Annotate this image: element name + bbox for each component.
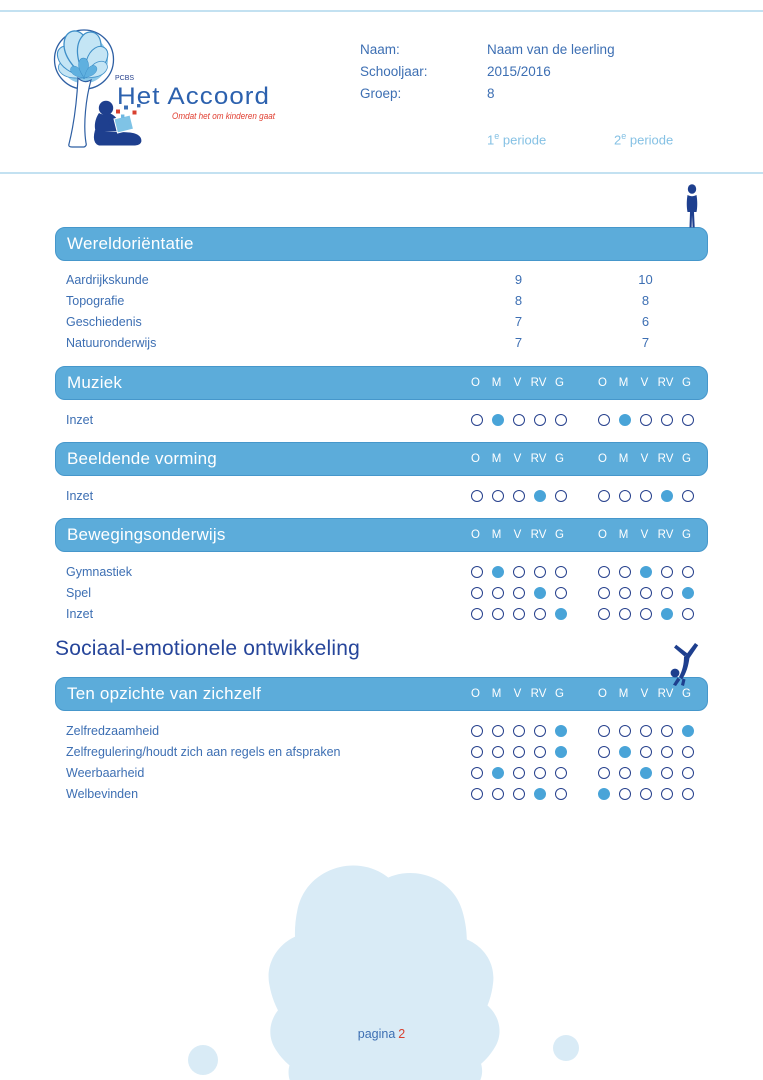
scale-letter: V (513, 688, 522, 700)
school-logo (50, 26, 285, 158)
scale-letter: RV (530, 688, 547, 700)
rating-circle-empty (471, 414, 483, 426)
rating-circle-empty (471, 490, 483, 502)
grade-value-period1: 7 (514, 314, 523, 329)
rating-circles-period2 (593, 414, 698, 426)
rating-circle-empty (619, 608, 631, 620)
rating-circle-empty (619, 587, 631, 599)
scale-letter: RV (657, 453, 674, 465)
rating-circle-empty (682, 414, 694, 426)
grade-section (55, 227, 708, 353)
section-header-bar (55, 677, 708, 711)
social-development-heading: Sociaal-emotionele ontwikkeling (55, 637, 361, 660)
rating-circle-filled (619, 414, 631, 426)
skill-label: Zelfregulering/houdt zich aan regels en afspraken (66, 744, 341, 759)
rating-circle-empty (640, 746, 652, 758)
scale-letter: G (682, 529, 691, 541)
rating-circle-empty (619, 788, 631, 800)
scale-letter: M (491, 688, 502, 700)
rating-rows (55, 400, 708, 430)
rating-circle-empty (682, 788, 694, 800)
rating-circle-filled (534, 788, 546, 800)
scale-letter: RV (657, 529, 674, 541)
section-title: Bewegingsonderwijs (67, 525, 226, 544)
field-label: Schooljaar: (360, 63, 428, 79)
scale-letters-period1 (465, 453, 570, 465)
grade-value-period1: 9 (514, 272, 523, 287)
rating-circle-empty (640, 414, 652, 426)
grade-value-period1: 7 (514, 335, 523, 350)
rating-circle-empty (619, 767, 631, 779)
period-2-label: 2e periode (614, 131, 674, 148)
rating-row (55, 741, 708, 762)
rating-circle-empty (471, 725, 483, 737)
rating-circle-empty (534, 608, 546, 620)
grade-row (55, 311, 708, 332)
scale-letter: G (555, 688, 564, 700)
rating-circles-period2 (593, 788, 698, 800)
rating-circles-period1 (466, 746, 571, 758)
section-title: Ten opzichte van zichzelf (67, 684, 261, 703)
skill-label: Gymnastiek (66, 564, 132, 579)
rating-circle-filled (682, 725, 694, 737)
rating-circle-filled (682, 587, 694, 599)
rating-circle-empty (534, 725, 546, 737)
rating-circle-empty (471, 788, 483, 800)
rating-circle-filled (619, 746, 631, 758)
skill-label: Inzet (66, 488, 94, 503)
rating-circle-empty (661, 746, 673, 758)
rating-circle-empty (598, 767, 610, 779)
rating-circle-empty (619, 490, 631, 502)
rating-circles-period2 (593, 767, 698, 779)
rating-circle-filled (640, 767, 652, 779)
scale-letter: M (618, 377, 629, 389)
field-groep (360, 82, 615, 104)
logo-tagline: Omdat het om kinderen gaat (172, 111, 276, 122)
rating-circle-empty (492, 608, 504, 620)
rating-circle-filled (640, 566, 652, 578)
rating-sections (55, 366, 708, 624)
rating-circle-filled (534, 587, 546, 599)
grade-value-period2: 10 (638, 272, 653, 287)
field-label: Naam: (360, 41, 400, 57)
rating-circle-empty (661, 566, 673, 578)
scale-letter: RV (657, 377, 674, 389)
rating-circle-empty (682, 490, 694, 502)
rating-circle-empty (471, 608, 483, 620)
scale-letter: V (640, 453, 649, 465)
page-footer (0, 1027, 763, 1041)
field-schooljaar (360, 60, 615, 82)
rating-circle-empty (640, 587, 652, 599)
scale-letter: G (682, 453, 691, 465)
scale-letters-period2 (592, 529, 697, 541)
rating-circles-period1 (466, 566, 571, 578)
rating-circle-empty (471, 566, 483, 578)
rating-circles-period2 (593, 746, 698, 758)
rating-rows (55, 711, 708, 804)
scale-letter: M (491, 377, 502, 389)
scale-letter: RV (530, 529, 547, 541)
rating-circle-empty (513, 566, 525, 578)
rating-circle-empty (513, 608, 525, 620)
rating-circle-filled (555, 725, 567, 737)
scale-letter: V (513, 453, 522, 465)
rating-row (55, 783, 708, 804)
scale-letter: V (513, 529, 522, 541)
scale-letter: V (513, 377, 522, 389)
rating-circle-empty (640, 725, 652, 737)
field-naam (360, 38, 615, 60)
rating-circle-empty (471, 587, 483, 599)
rating-rows (55, 552, 708, 624)
section-title: Muziek (67, 373, 123, 392)
grade-value-period2: 8 (641, 293, 650, 308)
logo-school-name: Het Accoord (117, 83, 270, 110)
rating-circle-filled (492, 767, 504, 779)
grade-value-period2: 7 (641, 335, 650, 350)
scale-letters-period1 (465, 377, 570, 389)
rating-circle-empty (555, 587, 567, 599)
rating-circle-empty (661, 788, 673, 800)
scale-letter: V (640, 377, 649, 389)
section-header-bar (55, 518, 708, 552)
rating-section (55, 366, 708, 430)
rating-circle-empty (492, 587, 504, 599)
scale-letter: V (640, 529, 649, 541)
scale-letter: O (598, 377, 607, 389)
rating-circles-period1 (466, 608, 571, 620)
rating-circle-empty (471, 746, 483, 758)
rating-circle-filled (555, 746, 567, 758)
section-header-bar (55, 366, 708, 400)
rating-circle-empty (682, 767, 694, 779)
scale-letter: O (598, 688, 607, 700)
rating-circles-period2 (593, 566, 698, 578)
rating-circle-empty (555, 490, 567, 502)
rating-circle-empty (682, 746, 694, 758)
rating-circle-empty (534, 414, 546, 426)
skill-label: Weerbaarheid (66, 765, 145, 780)
rating-circles-period2 (593, 725, 698, 737)
rating-circles-period1 (466, 725, 571, 737)
grade-row (55, 332, 708, 353)
subject-label: Natuuronderwijs (66, 335, 157, 350)
rating-circle-empty (513, 490, 525, 502)
rating-circle-empty (513, 767, 525, 779)
rating-circle-empty (598, 608, 610, 620)
rating-circle-empty (513, 587, 525, 599)
rating-row (55, 485, 708, 506)
rating-circles-period1 (466, 788, 571, 800)
rating-circles-period1 (466, 587, 571, 599)
period-1-label: 1e periode (487, 131, 547, 148)
rating-circle-empty (598, 746, 610, 758)
scale-letter: O (471, 529, 480, 541)
student-info (360, 38, 615, 104)
scale-letters-period2 (592, 377, 697, 389)
rating-circle-empty (619, 725, 631, 737)
scale-letter: G (682, 377, 691, 389)
rating-rows (55, 476, 708, 506)
skill-label: Zelfredzaamheid (66, 723, 160, 738)
scale-letters-period1 (465, 688, 570, 700)
rating-circle-empty (513, 788, 525, 800)
rating-circle-filled (598, 788, 610, 800)
social-sections (55, 677, 708, 804)
rating-row (55, 603, 708, 624)
grade-row (55, 269, 708, 290)
rating-circles-period2 (593, 490, 698, 502)
rating-circle-filled (492, 566, 504, 578)
rating-section (55, 518, 708, 624)
rating-circle-empty (661, 414, 673, 426)
header-divider-line (0, 172, 763, 174)
rating-row (55, 561, 708, 582)
subject-label: Topografie (66, 293, 125, 308)
rating-circle-empty (619, 566, 631, 578)
rating-row (55, 720, 708, 741)
rating-circles-period2 (593, 608, 698, 620)
page-number: 2 (398, 1027, 406, 1041)
rating-circle-filled (534, 490, 546, 502)
scale-letter: G (555, 453, 564, 465)
rating-circle-empty (598, 490, 610, 502)
rating-circle-empty (661, 587, 673, 599)
subject-label: Geschiedenis (66, 314, 142, 329)
grade-rows (55, 261, 708, 353)
page-word: pagina (357, 1027, 396, 1041)
scale-letter: M (618, 453, 629, 465)
field-value: 2015/2016 (487, 63, 551, 79)
rating-circle-empty (598, 566, 610, 578)
rating-circle-empty (598, 725, 610, 737)
rating-circle-empty (661, 725, 673, 737)
rating-circle-filled (661, 490, 673, 502)
scale-letter: G (682, 688, 691, 700)
section-header-bar (55, 227, 708, 261)
field-value: Naam van de leerling (487, 41, 615, 57)
rating-circle-empty (513, 725, 525, 737)
scale-letter: G (555, 377, 564, 389)
scale-letter: RV (657, 688, 674, 700)
watermark-splash (148, 826, 628, 1080)
rating-circle-empty (492, 490, 504, 502)
rating-circle-empty (682, 608, 694, 620)
rating-circle-filled (555, 608, 567, 620)
rating-row (55, 762, 708, 783)
grade-row (55, 290, 708, 311)
rating-circle-empty (492, 746, 504, 758)
rating-circle-empty (513, 746, 525, 758)
report-content (55, 227, 708, 816)
scale-letter: O (598, 453, 607, 465)
skill-label: Inzet (66, 606, 94, 621)
field-value: 8 (487, 85, 495, 101)
cartwheel-child-icon (662, 640, 702, 686)
scale-letter: O (598, 529, 607, 541)
scale-letter: RV (530, 453, 547, 465)
scale-letter: RV (530, 377, 547, 389)
scale-letter: M (491, 529, 502, 541)
rating-circles-period1 (466, 414, 571, 426)
grade-value-period1: 8 (514, 293, 523, 308)
rating-circle-empty (555, 788, 567, 800)
rating-section (55, 442, 708, 506)
rating-circle-empty (492, 725, 504, 737)
rating-circle-empty (534, 767, 546, 779)
scale-letters-period2 (592, 453, 697, 465)
skill-label: Inzet (66, 412, 94, 427)
rating-circle-empty (598, 414, 610, 426)
section-header-bar (55, 442, 708, 476)
rating-circle-filled (661, 608, 673, 620)
scale-letter: V (640, 688, 649, 700)
scale-letter: M (618, 529, 629, 541)
rating-circle-empty (640, 490, 652, 502)
scale-letter: M (491, 453, 502, 465)
rating-circle-filled (492, 414, 504, 426)
scale-letter: O (471, 453, 480, 465)
standing-child-icon (684, 184, 700, 229)
scale-letter: O (471, 688, 480, 700)
rating-circle-empty (492, 788, 504, 800)
rating-circle-empty (534, 746, 546, 758)
scale-letter: G (555, 529, 564, 541)
grade-value-period2: 6 (641, 314, 650, 329)
rating-circles-period2 (593, 587, 698, 599)
scale-letters-period1 (465, 529, 570, 541)
rating-section (55, 677, 708, 804)
scale-letter: M (618, 688, 629, 700)
top-border-line (0, 10, 763, 12)
section-title: Wereldoriëntatie (67, 234, 194, 253)
rating-circles-period1 (466, 767, 571, 779)
skill-label: Welbevinden (66, 786, 139, 801)
logo-org-text: PCBS (115, 75, 135, 82)
rating-circle-empty (555, 566, 567, 578)
rating-circle-empty (682, 566, 694, 578)
rating-row (55, 409, 708, 430)
rating-circle-empty (555, 767, 567, 779)
rating-circle-empty (640, 608, 652, 620)
skill-label: Spel (66, 585, 92, 600)
section-title: Beeldende vorming (67, 449, 217, 468)
rating-circle-empty (640, 788, 652, 800)
rating-circle-empty (661, 767, 673, 779)
scale-letters-period2 (592, 688, 697, 700)
rating-circle-empty (471, 767, 483, 779)
rating-circle-empty (513, 414, 525, 426)
rating-circle-empty (534, 566, 546, 578)
rating-circle-empty (555, 414, 567, 426)
rating-circles-period1 (466, 490, 571, 502)
rating-circle-empty (598, 587, 610, 599)
subject-label: Aardrijkskunde (66, 272, 149, 287)
rating-row (55, 582, 708, 603)
scale-letter: O (471, 377, 480, 389)
field-label: Groep: (360, 85, 402, 101)
